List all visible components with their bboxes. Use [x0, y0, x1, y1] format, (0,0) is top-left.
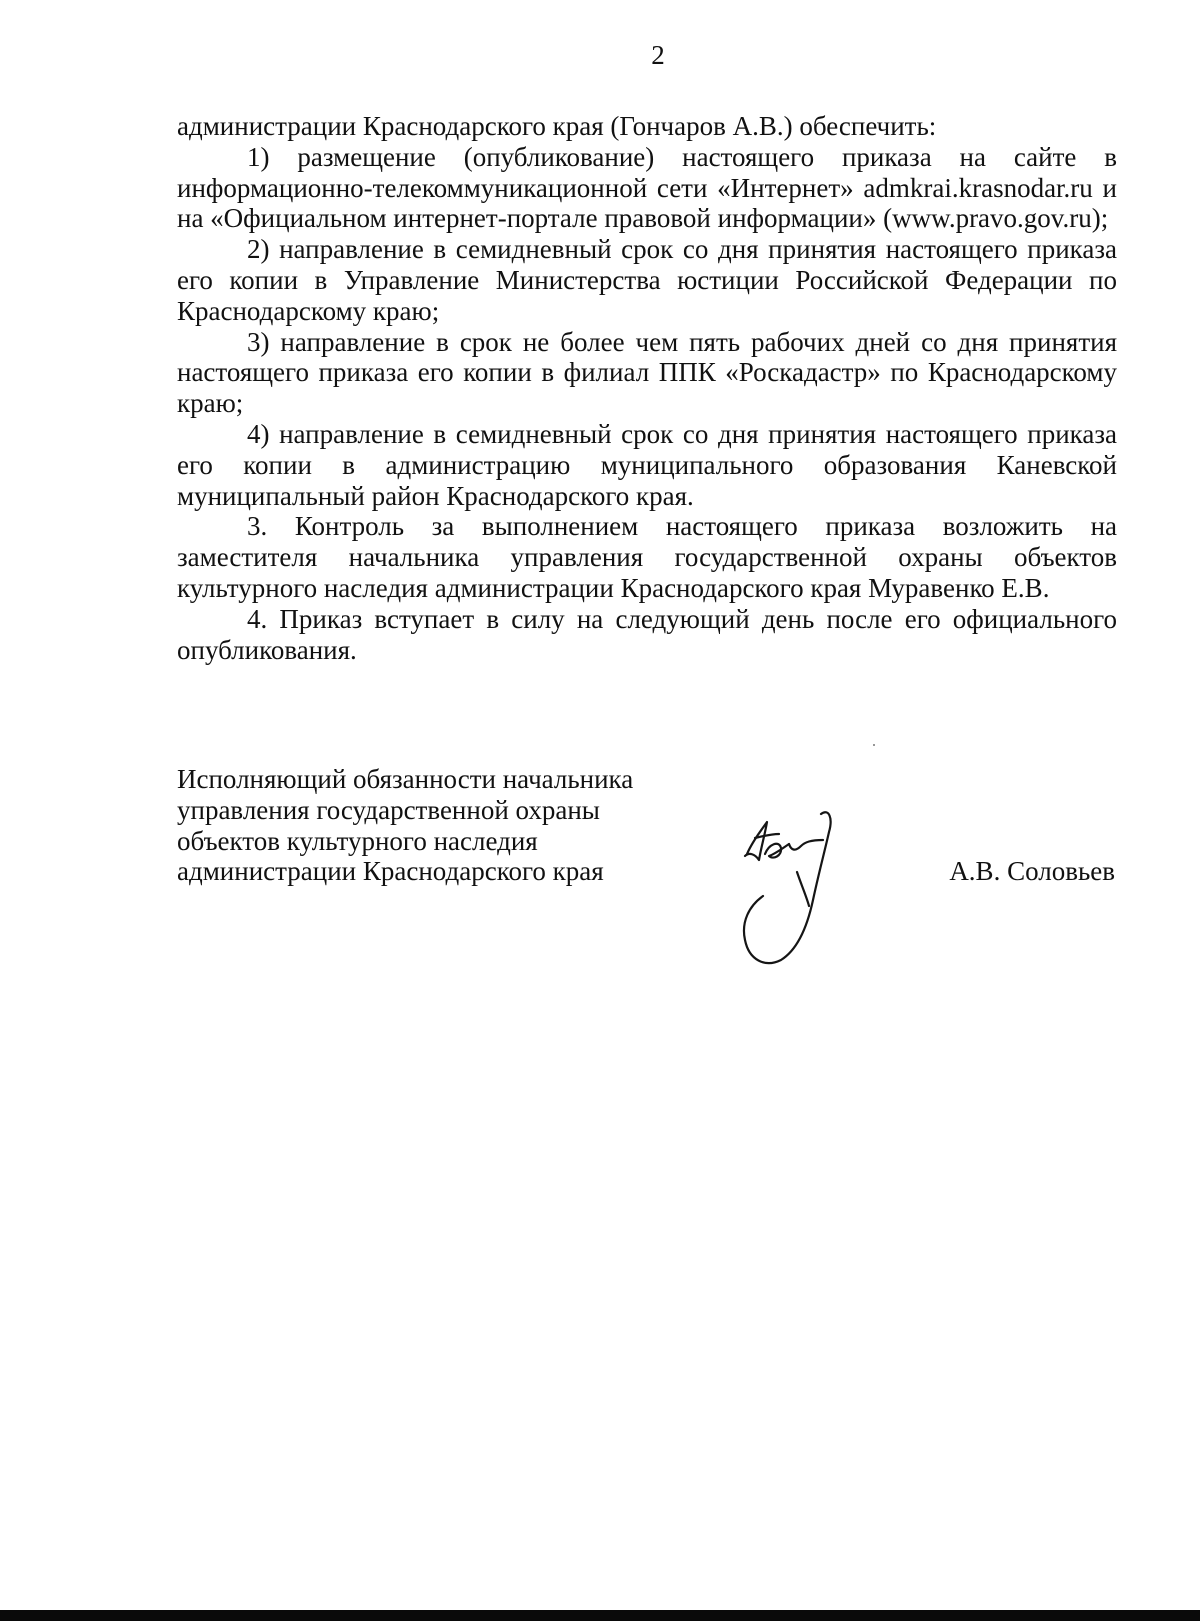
- signer-position: [177, 764, 633, 887]
- paragraph-effective-date: 4. Приказ вступает в силу на следующий день после его официального опубликования.: [177, 603, 1117, 665]
- signer-position-line-2: управления государственной охраны: [177, 794, 600, 825]
- signer-position-line-1: Исполняющий обязанности начальника: [177, 764, 634, 794]
- paragraph-item-1: 1) размещение (опубликование) настоящего приказа на сайте в информационно-телекоммуникационной сети «Интернет» admkrai.krasnodar.ru и на «Официальном интернет-портале правовой информации» (www.pravo.gov.ru);: [177, 141, 1117, 234]
- handwritten-signature: [735, 810, 885, 980]
- paragraph-control: 3. Контроль за выполнением настоящего приказа возложить на заместителя начальника управления государственной охраны объектов культурного наследия администрации Краснодарского края Муравенко Е.В.: [177, 511, 1117, 603]
- signer-position-line-3: объектов культурного наследия: [177, 825, 538, 856]
- paragraph-intro: администрации Краснодарского края (Гончаров А.В.) обеспечить:: [177, 111, 937, 141]
- scan-bottom-edge: [0, 1610, 1200, 1621]
- paragraph-item-3: 3) направление в срок не более чем пять рабочих дней со дня принятия настоящего приказа его копии в филиал ППК «Роскадастр» по Краснодарскому краю;: [177, 326, 1117, 419]
- signer-position-line-4: администрации Краснодарского края: [177, 856, 604, 887]
- signer-name: А.В. Соловьев: [949, 856, 1115, 886]
- paragraph-item-2: 2) направление в семидневный срок со дня принятия настоящего приказа его копии в Управление Министерства юстиции Российской Федерации по Краснодарскому краю;: [177, 234, 1117, 326]
- document-body: [177, 111, 1117, 665]
- page-number: 2: [651, 40, 665, 70]
- paragraph-item-4: 4) направление в семидневный срок со дня принятия настоящего приказа его копии в администрацию муниципального образования Каневской муниципальный район Краснодарского края.: [177, 418, 1117, 511]
- scan-speck: [873, 744, 875, 746]
